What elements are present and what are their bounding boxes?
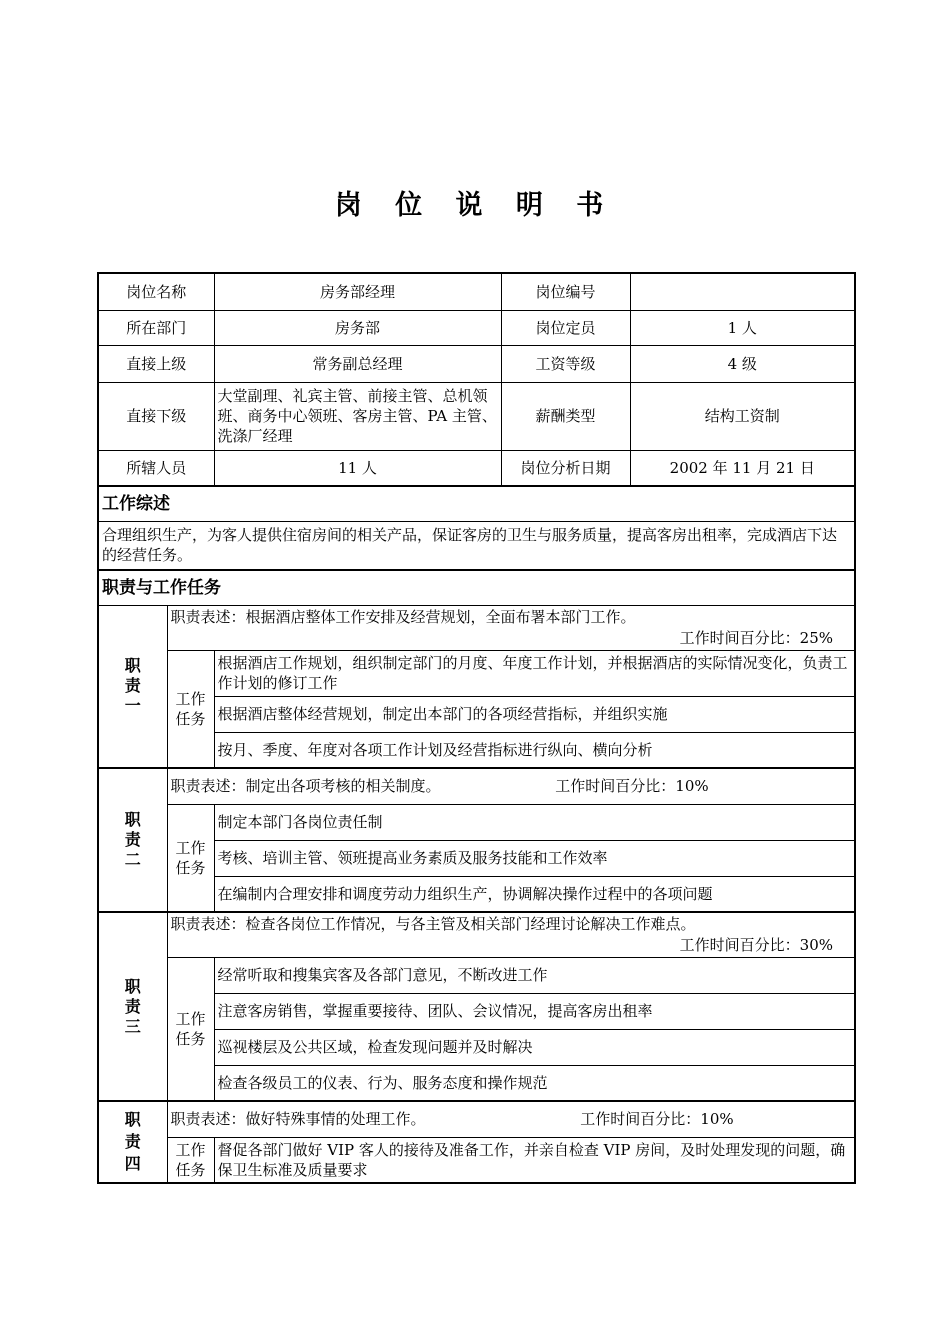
- duty-1-task-row: [98, 650, 855, 696]
- duty-1-percent: 工作时间百分比：25%: [679, 628, 834, 647]
- label-pay-type: 薪酬类型: [501, 382, 630, 450]
- info-row-position-name: [98, 273, 855, 310]
- label-analysis-date: 岗位分析日期: [501, 450, 630, 486]
- duty-4-label: 职 责 四: [98, 1101, 167, 1183]
- duty-1-desc-text: 职责表述：根据酒店整体工作安排及经营规划，全面布署本部门工作。: [170, 607, 636, 626]
- duty-2-label: 职 责 二: [98, 768, 167, 912]
- label-superior: 直接上级: [98, 345, 214, 382]
- info-row-staff: [98, 450, 855, 486]
- label-department: 所在部门: [98, 310, 214, 345]
- duty-2-task-2: 考核、培训主管、领班提高业务素质及服务技能和工作效率: [214, 840, 855, 876]
- value-department: 房务部: [214, 310, 501, 345]
- value-position-code: [630, 273, 855, 310]
- summary-text-row: [98, 522, 855, 570]
- duties-heading-row: [98, 570, 855, 606]
- job-description-table: [97, 272, 856, 1184]
- duty-3-desc: [167, 912, 855, 957]
- duty-3-task-2: 注意客房销售，掌握重要接待、团队、会议情况，提高客房出租率: [214, 993, 855, 1029]
- value-position-name: 房务部经理: [214, 273, 501, 310]
- duty-2-percent: 工作时间百分比：10%: [555, 777, 709, 796]
- info-row-superior: [98, 345, 855, 382]
- duty-2-desc-row: [98, 768, 855, 804]
- value-headcount: 1 人: [630, 310, 855, 345]
- label-headcount: 岗位定员: [501, 310, 630, 345]
- value-subordinates: 大堂副理、礼宾主管、前接主管、总机领班、商务中心领班、客房主管、PA 主管、洗涤厂经理: [214, 382, 501, 450]
- label-staff: 所辖人员: [98, 450, 214, 486]
- duty-3-desc-row: [98, 912, 855, 957]
- duty-2-task-1: 制定本部门各岗位责任制: [214, 804, 855, 840]
- duty-1-desc-row: [98, 605, 855, 650]
- duty-2-desc: [167, 768, 855, 804]
- info-row-department: [98, 310, 855, 345]
- duty-1-task-label: 工作 任务: [167, 650, 214, 768]
- value-pay-type: 结构工资制: [630, 382, 855, 450]
- duty-3-task-label: 工作 任务: [167, 957, 214, 1101]
- info-row-subordinates: [98, 382, 855, 450]
- label-salary-grade: 工资等级: [501, 345, 630, 382]
- duty-3-task-1: 经常听取和搜集宾客及各部门意见，不断改进工作: [214, 957, 855, 993]
- duty-4-task-label: 工作 任务: [167, 1137, 214, 1183]
- value-analysis-date: 2002 年 11 月 21 日: [630, 450, 855, 486]
- duty-2-task-3: 在编制内合理安排和调度劳动力组织生产，协调解决操作过程中的各项问题: [214, 876, 855, 912]
- label-subordinates: 直接下级: [98, 382, 214, 450]
- duty-2-desc-text: 职责表述：制定出各项考核的相关制度。: [170, 777, 441, 796]
- duty-3-task-3: 巡视楼层及公共区域，检查发现问题并及时解决: [214, 1029, 855, 1065]
- duty-4-desc-row: [98, 1101, 855, 1137]
- duty-1-task-2: 根据酒店整体经营规划，制定出本部门的各项经营指标，并组织实施: [214, 696, 855, 732]
- duties-heading: 职责与工作任务: [98, 570, 855, 606]
- page-title: 岗 位 说 明 书: [334, 190, 616, 221]
- duty-4-task-1: 督促各部门做好 VIP 客人的接待及准备工作，并亲自检查 VIP 房间，及时处理发现的问题，确保卫生标准及质量要求: [214, 1137, 855, 1183]
- value-staff: 11 人: [214, 450, 501, 486]
- duty-3-label: 职 责 三: [98, 912, 167, 1101]
- summary-heading-row: [98, 486, 855, 522]
- duty-1-task-1: 根据酒店工作规划，组织制定部门的月度、年度工作计划，并根据酒店的实际情况变化，负责工作计划的修订工作: [214, 650, 855, 696]
- label-position-code: 岗位编号: [501, 273, 630, 310]
- duty-4-percent: 工作时间百分比：10%: [580, 1110, 734, 1129]
- duty-1-task-3: 按月、季度、年度对各项工作计划及经营指标进行纵向、横向分析: [214, 732, 855, 768]
- duty-4-task-row: [98, 1137, 855, 1183]
- duty-4-desc-text: 职责表述：做好特殊事情的处理工作。: [170, 1110, 426, 1129]
- duty-4-desc: [167, 1101, 855, 1137]
- value-superior: 常务副总经理: [214, 345, 501, 382]
- duty-1-label: 职 责 一: [98, 605, 167, 768]
- duty-2-task-row: [98, 804, 855, 840]
- label-position-name: 岗位名称: [98, 273, 214, 310]
- duty-3-task-row: [98, 957, 855, 993]
- duty-3-percent: 工作时间百分比：30%: [679, 935, 834, 954]
- summary-heading: 工作综述: [98, 486, 855, 522]
- summary-text: 合理组织生产，为客人提供住宿房间的相关产品，保证客房的卫生与服务质量，提高客房出租率，完成酒店下达的经营任务。: [98, 522, 855, 570]
- duty-3-desc-text: 职责表述：检查各岗位工作情况，与各主管及相关部门经理讨论解决工作难点。: [170, 914, 696, 933]
- value-salary-grade: 4 级: [630, 345, 855, 382]
- duty-2-task-label: 工作 任务: [167, 804, 214, 912]
- duty-1-desc: [167, 605, 855, 650]
- duty-3-task-4: 检查各级员工的仪表、行为、服务态度和操作规范: [214, 1065, 855, 1101]
